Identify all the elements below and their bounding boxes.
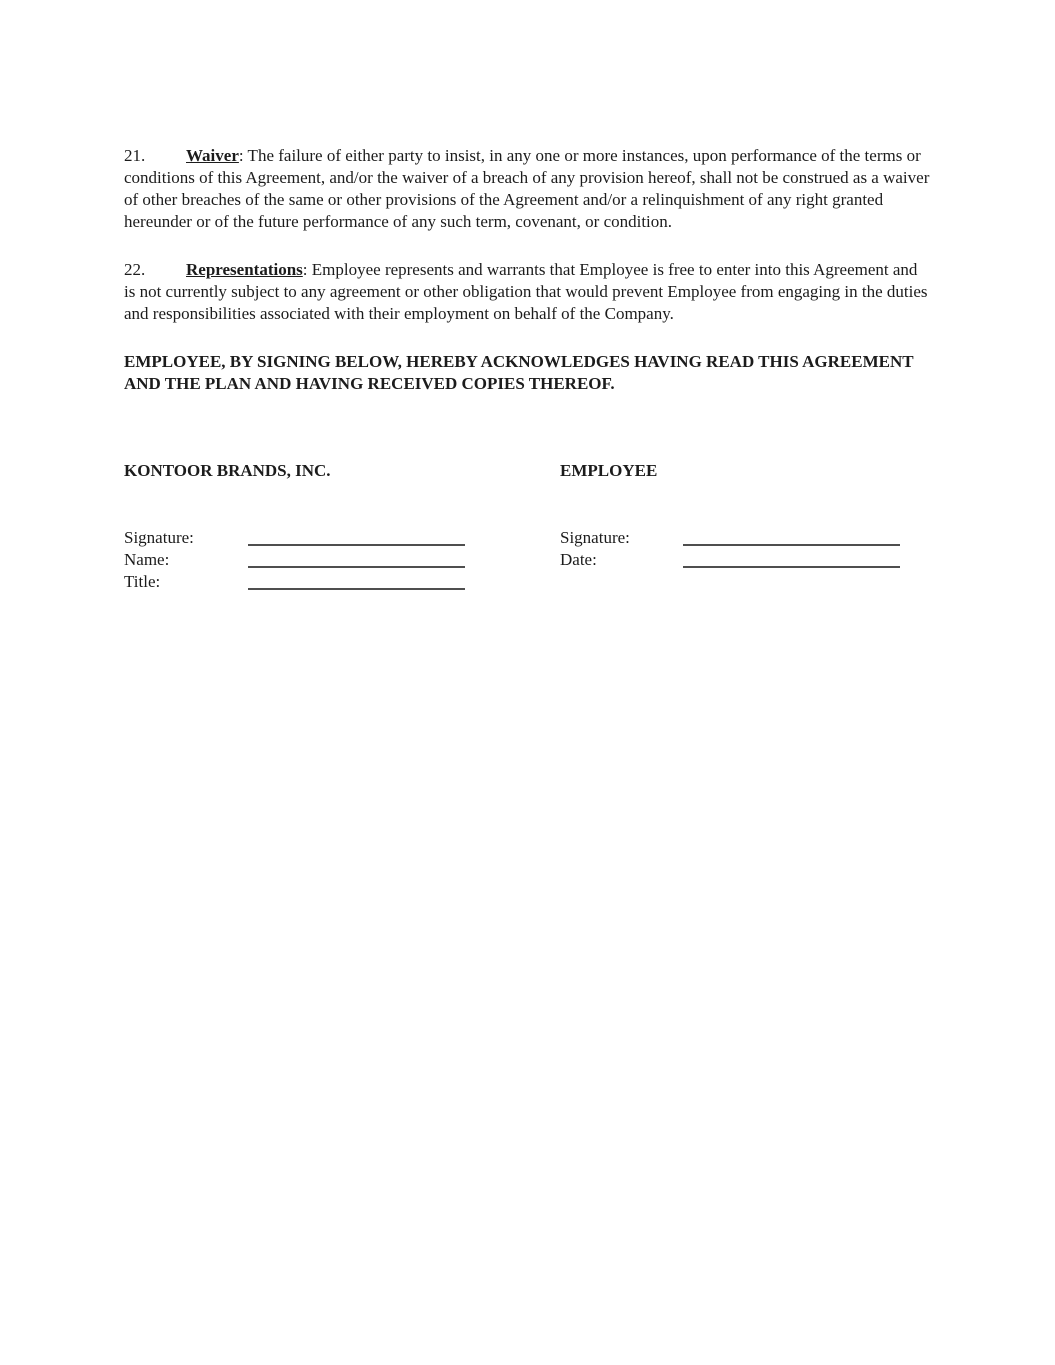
signature-area [124,527,932,593]
signature-line [248,527,465,546]
signature-headings-row [124,460,932,482]
employee-signature-block [560,527,932,571]
signature-field-row [124,549,560,571]
section-21-waiver [124,145,932,233]
field-label-date: Date: [560,550,597,569]
field-label-title: Title: [124,572,161,591]
acknowledgment-paragraph: EMPLOYEE, BY SIGNING BELOW, HEREBY ACKNOWLEDGES HAVING READ THIS AGREEMENT AND THE PLAN AND HAVING RECEIVED COPIES THEREOF. [124,352,914,393]
signature-field-row [124,527,560,549]
field-label-signature: Signature: [124,528,194,547]
company-name-heading: KONTOOR BRANDS, INC. [124,461,331,480]
signature-line [248,549,465,568]
signature-line [683,549,900,568]
section-heading: Waiver [186,146,239,165]
section-number: 22. [124,260,146,279]
signature-field-row [560,527,932,549]
signature-field-row [560,549,932,571]
section-body-text: : The failure of either party to insist, in any one or more instances, upon performance of the terms or conditions of this Agreement, and/or the waiver of a breach of any provision hereof, shall not be construed as a waiver of other breaches of the same or other provisions of the Agreement and/or a relinquishment of any right granted hereunder or of the future performance of any such term, covenant, or condition. [124,146,930,231]
field-label-name: Name: [124,550,170,569]
signature-field-row [124,571,560,593]
signature-line [683,527,900,546]
section-body-text: : Employee represents and warrants that Employee is free to enter into this Agreement and is not currently subject to any agreement or other obligation that would prevent Employee from engaging in the duties and responsibilities associated with their employment on behalf of the Company. [124,260,928,323]
field-label-signature: Signature: [560,528,630,547]
section-heading: Representations [186,260,303,279]
section-22-representations [124,259,932,325]
employee-heading: EMPLOYEE [560,461,658,480]
signature-line [248,571,465,590]
section-number: 21. [124,146,146,165]
company-signature-block [124,527,560,593]
